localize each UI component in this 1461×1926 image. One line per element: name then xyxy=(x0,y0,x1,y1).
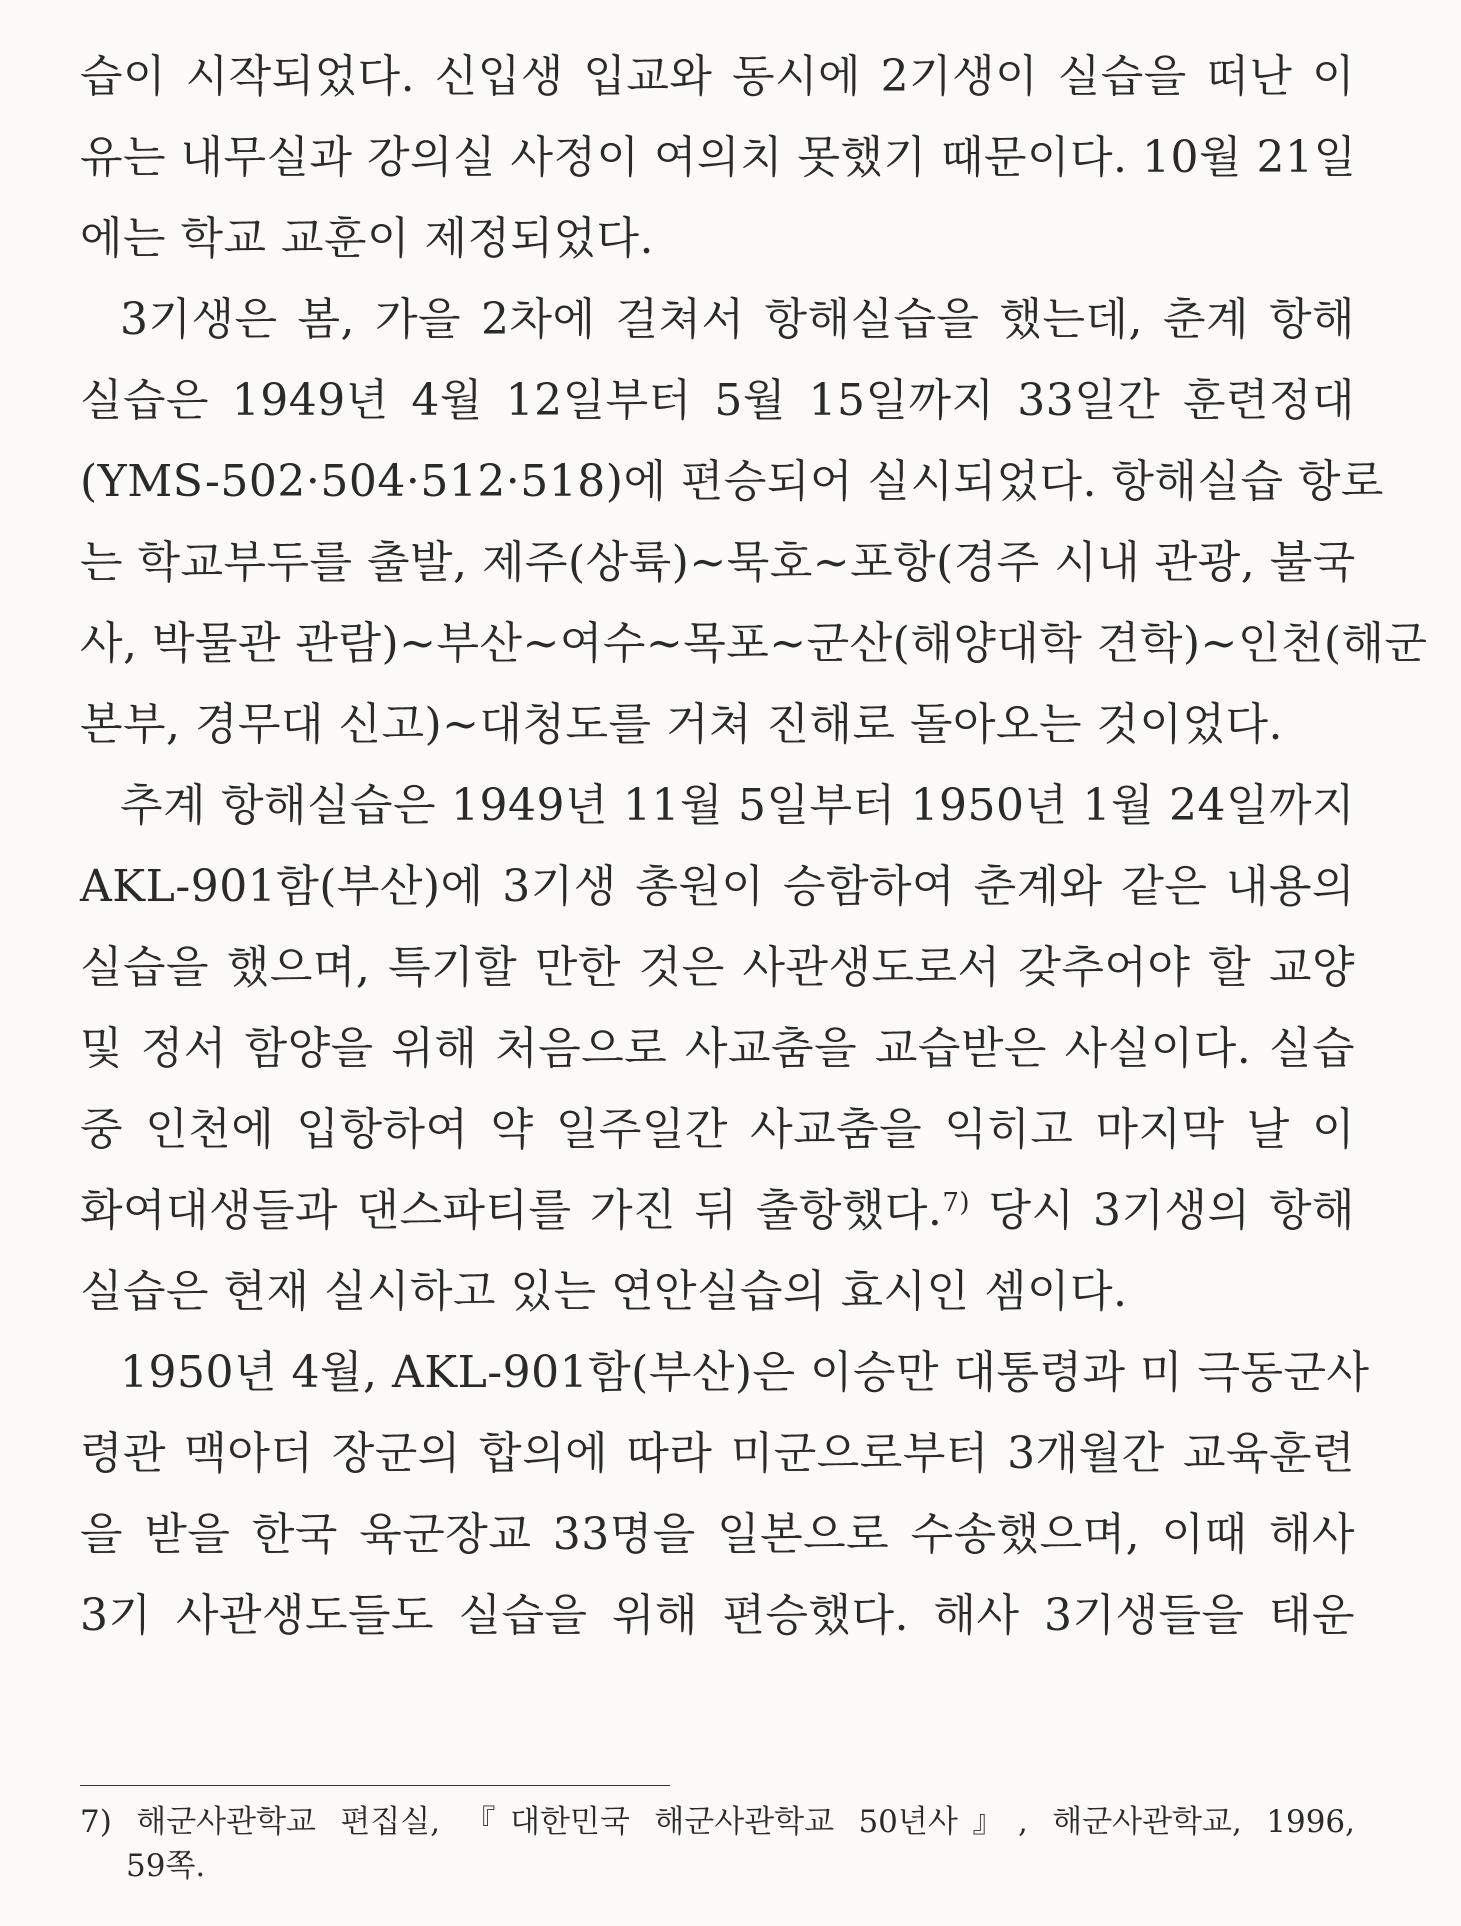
text-line: AKL-901함(부산)에 3기생 총원이 승함하여 춘계와 같은 내용의 xyxy=(80,861,1355,912)
footnote-divider xyxy=(80,1785,670,1786)
text-line: (YMS-502·504·512·518)에 편승되어 실시되었다. 항해실습 항로 xyxy=(80,456,1384,507)
text-line: 본부, 경무대 신고)~대청도를 거쳐 진해로 돌아오는 것이었다. xyxy=(80,699,1284,750)
text-segment: 당시 3기생의 항해 xyxy=(988,1185,1355,1236)
text-segment: 화여대생들과 댄스파티를 가진 뒤 출항했다. xyxy=(80,1185,943,1236)
text-line: 을 받을 한국 육군장교 33명을 일본으로 수송했으며, 이때 해사 xyxy=(80,1509,1355,1560)
footnote-line: 59쪽. xyxy=(126,1848,206,1884)
text-line: 유는 내무실과 강의실 사정이 여의치 못했기 때문이다. 10월 21일 xyxy=(80,132,1357,183)
footnote xyxy=(80,1800,1355,1888)
text-line-with-footnote xyxy=(80,1170,1355,1251)
footnote-reference[interactable]: 7) xyxy=(942,1188,971,1218)
text-line: 사, 박물관 관람)~부산~여수~목포~군산(해양대학 견학)~인천(해군 xyxy=(80,618,1428,669)
text-line: 3기생은 봄, 가을 2차에 걸쳐서 항해실습을 했는데, 춘계 항해 xyxy=(120,294,1355,345)
text-line: 중 인천에 입항하여 약 일주일간 사교춤을 익히고 마지막 날 이 xyxy=(80,1104,1355,1155)
text-line: 추계 항해실습은 1949년 11월 5일부터 1950년 1월 24일까지 xyxy=(120,780,1355,831)
page-body xyxy=(80,36,1428,1656)
text-line: 실습은 현재 실시하고 있는 연안실습의 효시인 셈이다. xyxy=(80,1266,1128,1317)
text-line: 1950년 4월, AKL-901함(부산)은 이승만 대통령과 미 극동군사 xyxy=(120,1347,1370,1398)
text-line: 실습은 1949년 4월 12일부터 5월 15일까지 33일간 훈련정대 xyxy=(80,375,1355,426)
text-line: 3기 사관생도들도 실습을 위해 편승했다. 해사 3기생들을 태운 xyxy=(80,1590,1355,1641)
text-line: 에는 학교 교훈이 제정되었다. xyxy=(80,213,654,264)
text-line: 실습을 했으며, 특기할 만한 것은 사관생도로서 갖추어야 할 교양 xyxy=(80,942,1355,993)
text-line: 령관 맥아더 장군의 합의에 따라 미군으로부터 3개월간 교육훈련 xyxy=(80,1428,1355,1479)
footnote-line: 7) 해군사관학교 편집실, 『대한민국 해군사관학교 50년사』, 해군사관학교, 1996, xyxy=(80,1804,1355,1840)
text-line: 는 학교부두를 출발, 제주(상륙)~묵호~포항(경주 시내 관광, 불국 xyxy=(80,537,1356,588)
text-line: 및 정서 함양을 위해 처음으로 사교춤을 교습받은 사실이다. 실습 xyxy=(80,1023,1355,1074)
text-line: 습이 시작되었다. 신입생 입교와 동시에 2기생이 실습을 떠난 이 xyxy=(80,51,1355,102)
